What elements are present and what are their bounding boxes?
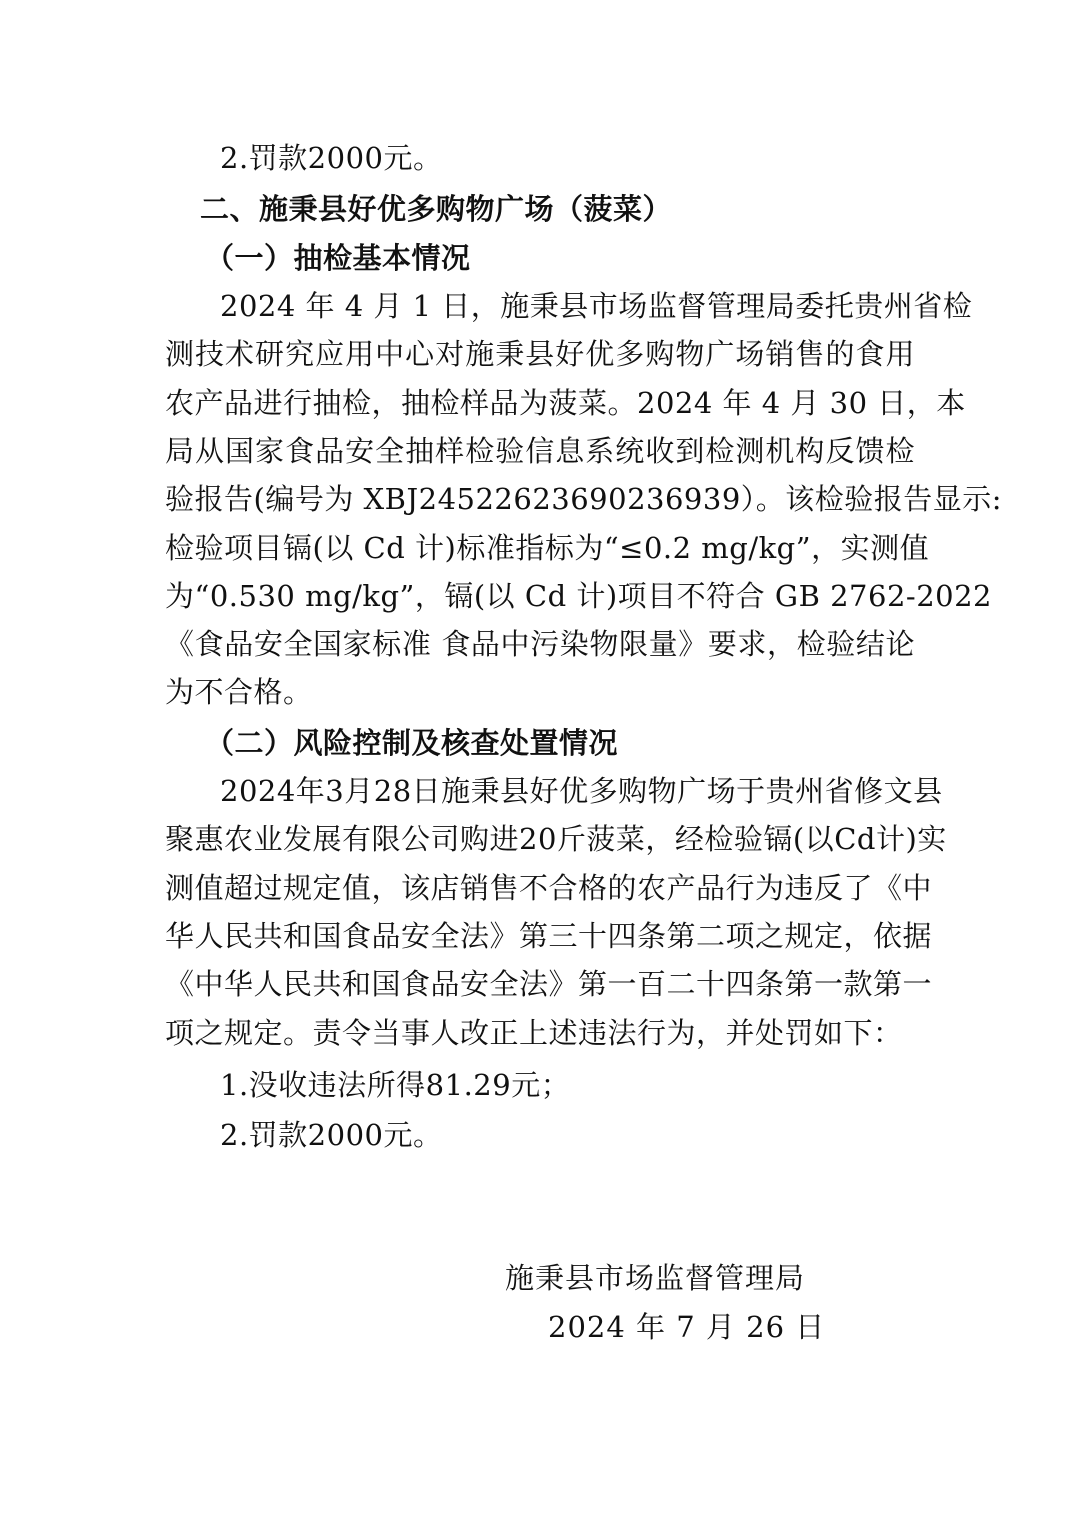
paragraph-line: 局从国家食品安全抽样检验信息系统收到检测机构反馈检 — [165, 434, 915, 468]
paragraph-line: 《食品安全国家标准 食品中污染物限量》要求，检验结论 — [165, 627, 915, 661]
subsection-title-sampling: （一）抽检基本情况 — [205, 241, 471, 275]
paragraph-line: 聚惠农业发展有限公司购进20斤菠菜，经检验镉(以Cd计)实 — [165, 822, 947, 856]
subsection-title-risk-control: （二）风险控制及核查处置情况 — [205, 726, 619, 760]
paragraph-line: 华人民共和国食品安全法》第三十四条第二项之规定，依据 — [165, 919, 933, 953]
paragraph-line: 2024年3月28日施秉县好优多购物广场于贵州省修文县 — [220, 774, 943, 808]
paragraph-line: 《中华人民共和国食品安全法》第一百二十四条第一款第一 — [165, 967, 933, 1001]
paragraph-line: 验报告(编号为 XBJ24522623690236939）。该检验报告显示: — [165, 482, 1003, 516]
paragraph-line: 为“0.530 mg/kg”，镉(以 Cd 计)项目不符合 GB 2762-2022 — [165, 579, 992, 613]
penalty-item-confiscation: 1.没收违法所得81.29元； — [220, 1068, 571, 1102]
penalty-item-fine: 2.罚款2000元。 — [220, 1118, 443, 1152]
paragraph-line: 测值超过规定值，该店销售不合格的农产品行为违反了《中 — [165, 871, 933, 905]
paragraph-line: 检验项目镉(以 Cd 计)标准指标为“≤0.2 mg/kg”，实测值 — [165, 531, 930, 565]
penalty-item-fine-previous: 2.罚款2000元。 — [220, 141, 443, 175]
paragraph-line: 为不合格。 — [165, 675, 313, 709]
paragraph-line: 2024 年 4 月 1 日，施秉县市场监督管理局委托贵州省检 — [220, 289, 973, 323]
issue-date: 2024 年 7 月 26 日 — [548, 1310, 826, 1344]
paragraph-line: 农产品进行抽检，抽检样品为菠菜。2024 年 4 月 30 日，本 — [165, 386, 966, 420]
issuing-authority: 施秉县市场监督管理局 — [505, 1261, 806, 1295]
section-title: 二、施秉县好优多购物广场（菠菜） — [200, 192, 673, 226]
paragraph-line: 测技术研究应用中心对施秉县好优多购物广场销售的食用 — [165, 337, 915, 371]
paragraph-line: 项之规定。责令当事人改正上述违法行为，并处罚如下： — [165, 1016, 903, 1050]
